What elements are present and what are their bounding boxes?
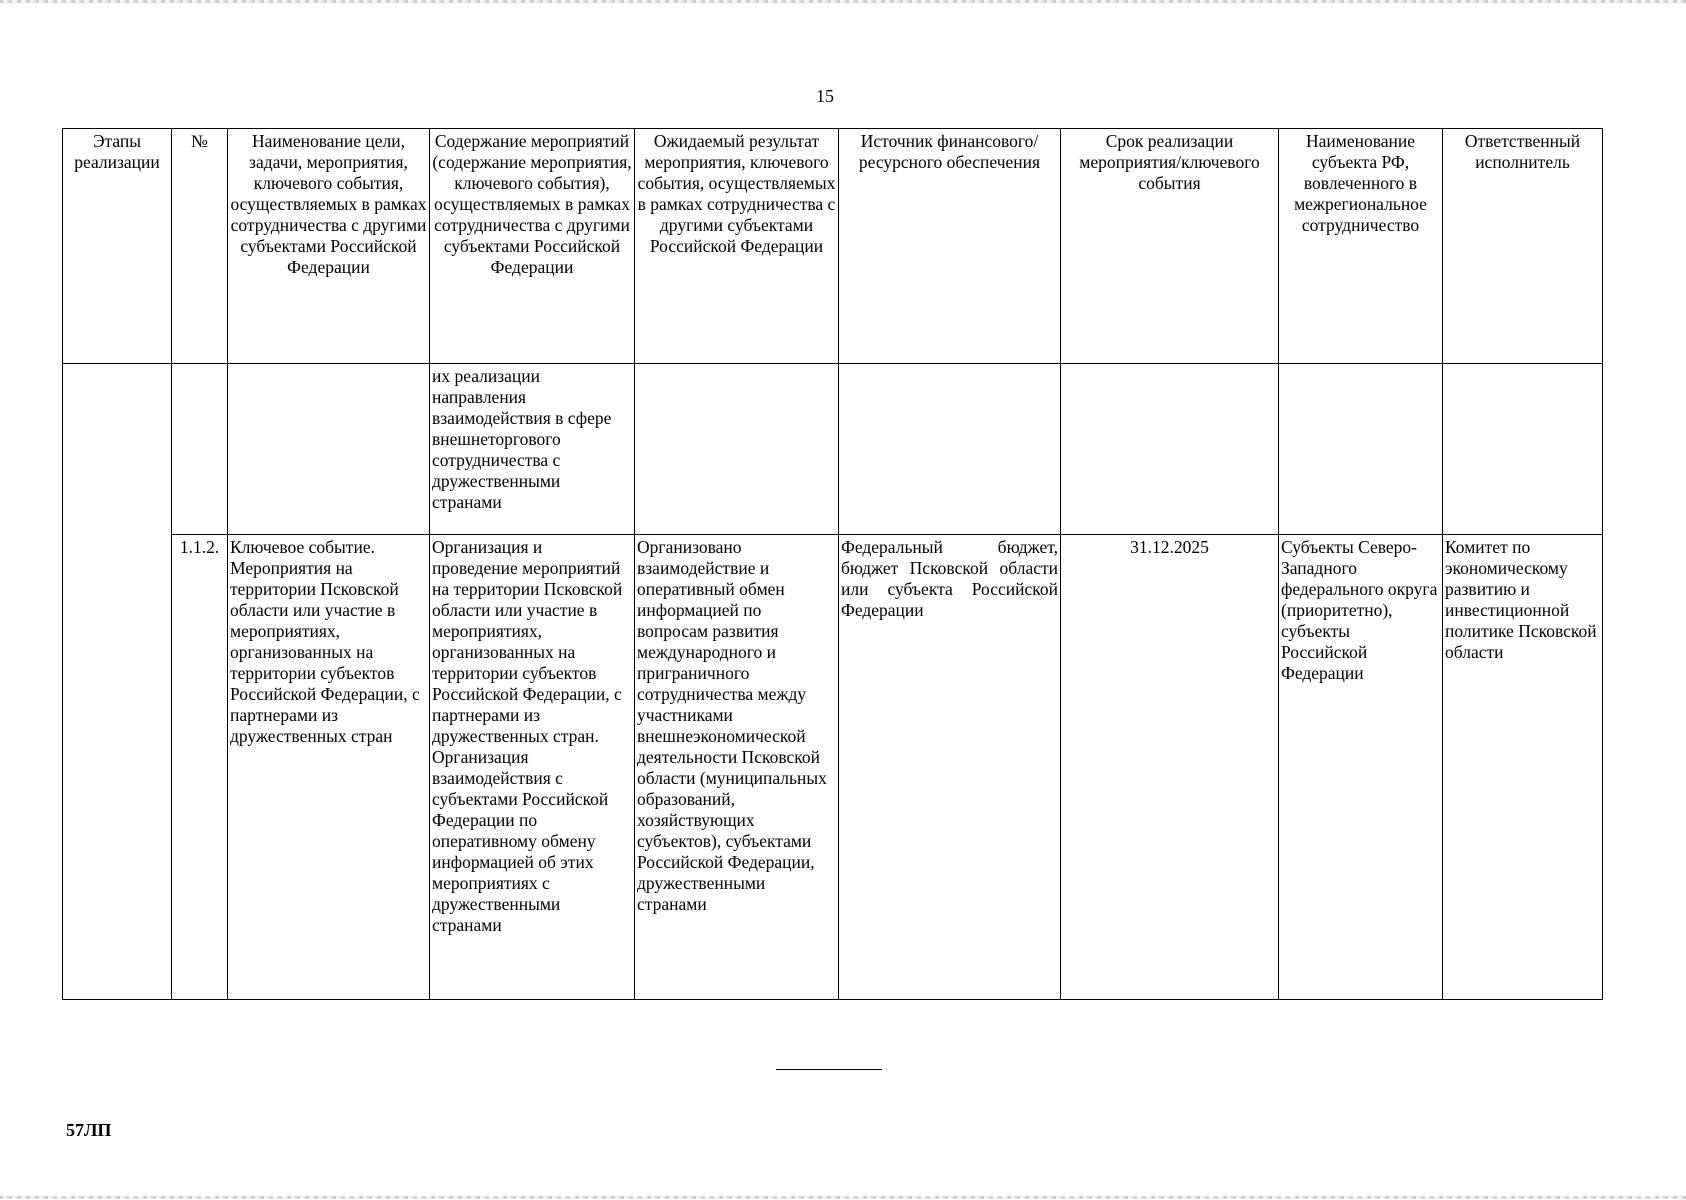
- cell-deadline-empty: [1061, 364, 1279, 535]
- cell-number-empty: [172, 364, 228, 535]
- cell-region-empty: [1279, 364, 1443, 535]
- header-stages: Этапы реализации: [63, 129, 172, 364]
- cell-stages-empty: [63, 364, 172, 1000]
- cell-content-continuation: их реализации направления взаимодействия в сфере внешнеторгового сотрудничества с дружественными странами: [430, 364, 635, 535]
- plan-table: [62, 128, 1603, 1000]
- header-number: №: [172, 129, 228, 364]
- scan-edge-top: [0, 0, 1686, 3]
- cell-source-empty: [839, 364, 1061, 535]
- cell-name-empty: [228, 364, 430, 535]
- header-executor: Ответственный исполнитель: [1443, 129, 1603, 364]
- header-result: Ожидаемый результат мероприятия, ключевого события, осуществляемых в рамках сотрудничества с другими субъектами Российской Федерации: [635, 129, 839, 364]
- cell-result-empty: [635, 364, 839, 535]
- page-number: 15: [816, 86, 834, 106]
- cell-event-number: 1.1.2.: [172, 535, 228, 1000]
- table-row-continuation: [63, 364, 1603, 535]
- header-content: Содержание мероприятий (содержание мероприятия, ключевого события), осуществляемых в рамках сотрудничества с другими субъектами Российской Федерации: [430, 129, 635, 364]
- scan-edge-bottom: [0, 1196, 1686, 1199]
- header-region: Наименование субъекта РФ, вовлеченного в межрегиональное сотрудничество: [1279, 129, 1443, 364]
- cell-event-result: Организовано взаимодействие и оперативный обмен информацией по вопросам развития международного и приграничного сотрудничества между участниками внешнеэкономической деятельности Псковской области (муниципальных образований, хозяйствующих субъектов), субъектами Российской Федерации, дружественными странами: [635, 535, 839, 1000]
- cell-executor-empty: [1443, 364, 1603, 535]
- cell-event-source: Федеральный бюджет, бюджет Псковской области или субъекта Российской Федерации: [839, 535, 1061, 1000]
- cell-event-deadline: 31.12.2025: [1061, 535, 1279, 1000]
- cell-event-regions: Субъекты Северо-Западного федерального округа (приоритетно), субъекты Российской Федерации: [1279, 535, 1443, 1000]
- header-source: Источник финансового/ресурсного обеспечения: [839, 129, 1061, 364]
- document-code: 57ЛП: [66, 1120, 112, 1140]
- table-header-row: [63, 129, 1603, 364]
- cell-event-name: Ключевое событие. Мероприятия на территории Псковской области или участие в мероприятиях, организованных на территории субъектов Российской Федерации, с партнерами из дружественных стран: [228, 535, 430, 1000]
- header-name: Наименование цели, задачи, мероприятия, ключевого события, осуществляемых в рамках сотрудничества с другими субъектами Российской Федерации: [228, 129, 430, 364]
- header-deadline: Срок реализации мероприятия/ключевого события: [1061, 129, 1279, 364]
- closing-rule-line: [776, 1069, 882, 1070]
- table-row-event-1-1-2: [63, 535, 1603, 1000]
- cell-event-content: Организация и проведение мероприятий на территории Псковской области или участие в мероприятиях, организованных на территории субъектов Российской Федерации, с партнерами из дружественных стран. Организация взаимодействия с субъектами Российской Федерации по оперативному обмену информацией об этих мероприятиях с дружественными странами: [430, 535, 635, 1000]
- cell-event-executor: Комитет по экономическому развитию и инвестиционной политике Псковской области: [1443, 535, 1603, 1000]
